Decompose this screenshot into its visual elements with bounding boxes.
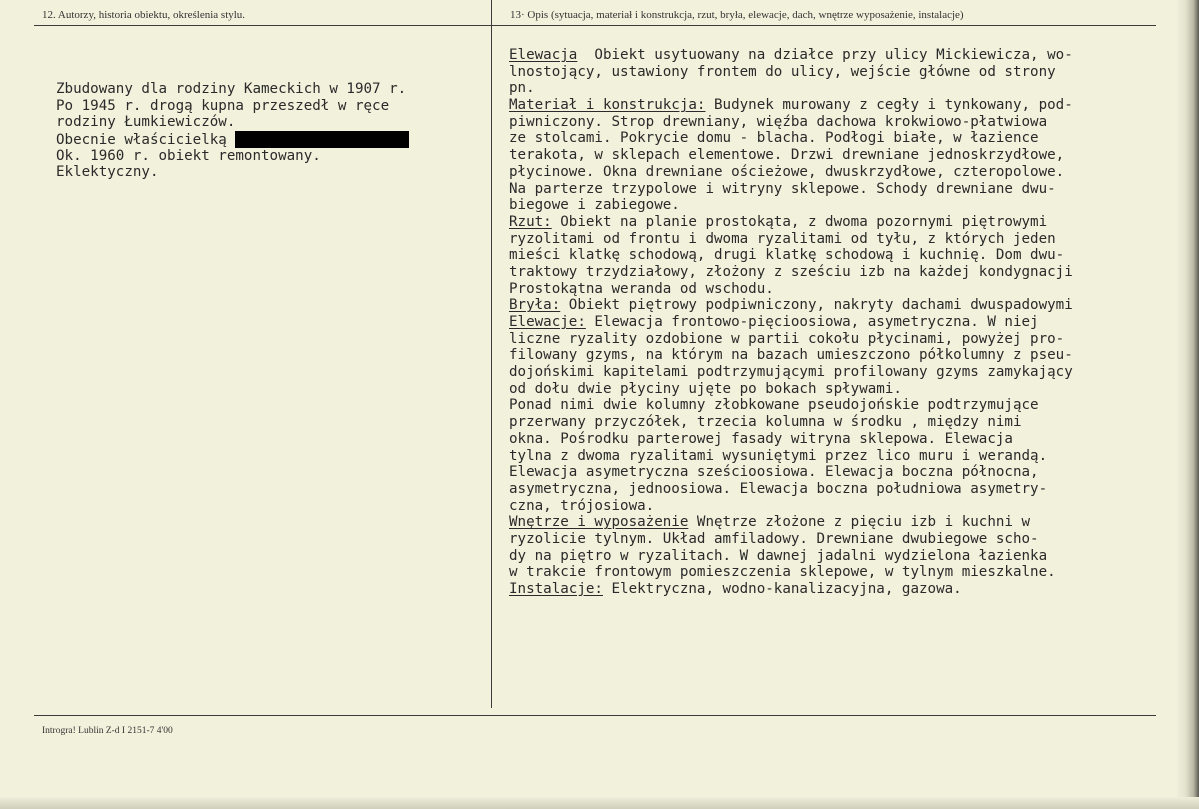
description-line xyxy=(509,481,1073,498)
description-text: czna, trójosiowa. xyxy=(509,497,655,514)
description-line xyxy=(509,414,1073,431)
description-text: Obiekt na planie prostokąta, z dwoma pozornymi piętrowymi xyxy=(551,213,1048,230)
description-line xyxy=(509,531,1073,548)
page-edge-shadow xyxy=(1177,0,1199,809)
description-text: filowany gzyms, na którym na bazach umieszczono półkolumny z pseu- xyxy=(509,347,1073,364)
section-12-label: 12. Autorzy, historia obiektu, określenia stylu. xyxy=(42,9,246,21)
printer-imprint: Introgra! Lublin Z-d I 2151-7 4'00 xyxy=(42,726,173,736)
description-line xyxy=(509,147,1073,164)
history-text-block xyxy=(56,81,409,181)
description-line xyxy=(509,331,1073,348)
description-line xyxy=(509,281,1073,298)
redaction-bar xyxy=(235,131,409,148)
description-line xyxy=(509,548,1073,565)
description-line xyxy=(509,498,1073,515)
description-text: dojońskimi kapitelami podtrzymującymi profilowany gzyms zamykający xyxy=(509,364,1073,381)
section-heading: Instalacje: xyxy=(509,581,603,597)
description-text: mieści klatkę schodową, drugi klatkę schodową i kuchnię. Dom dwu- xyxy=(509,247,1065,264)
description-line xyxy=(509,47,1073,64)
description-text: przerwany przyczółek, trzecia kolumna w środku , między nimi xyxy=(509,414,1022,431)
description-line xyxy=(509,297,1073,314)
description-text: ze stolcami. Pokrycie domu - blacha. Podłogi białe, w łazience xyxy=(509,130,1039,147)
description-text: w trakcie frontowym pomieszczenia sklepowe, w tylnym mieszkalne. xyxy=(509,564,1056,581)
description-text: lnostojący, ustawiony frontem do ulicy, wejście główne od strony xyxy=(509,63,1056,80)
header-rule xyxy=(34,25,1156,26)
description-text: asymetryczna, jednoosiowa. Elewacja boczna południowa asymetry- xyxy=(509,480,1048,497)
description-text: ryzolicie tylnym. Układ amfiladowy. Drewniane dwubiegowe scho- xyxy=(509,530,1039,547)
section-heading: Materiał i konstrukcja: xyxy=(509,97,706,114)
description-line xyxy=(509,448,1073,465)
description-text: Prostokątna weranda od wschodu. xyxy=(509,280,774,297)
description-line xyxy=(509,231,1073,248)
description-text: liczne ryzality ozdobione w partii cokołu płycinami, powyżej pro- xyxy=(509,330,1065,347)
description-text: Ponad nimi dwie kolumny złobkowane pseudojońskie podtrzymujące xyxy=(509,397,1039,414)
section-heading: Wnętrze i wyposażenie xyxy=(509,514,689,531)
description-line xyxy=(509,114,1073,131)
section-13-label: 13· Opis (sytuacja, materiał i konstrukcja, rzut, bryła, elewacje, dach, wnętrze wyposażenie, instalacje) xyxy=(510,9,964,21)
description-text-block xyxy=(509,47,1073,598)
description-line xyxy=(509,381,1073,398)
description-text: Obiekt piętrowy podpiwniczony, nakryty dachami dwuspadowymi xyxy=(560,297,1073,314)
description-line xyxy=(509,247,1073,264)
footer-rule xyxy=(34,715,1156,716)
section-heading: Elewacja xyxy=(509,47,578,63)
description-text: Obiekt usytuowany na działce przy ulicy Mickiewicza, wo- xyxy=(577,47,1073,63)
description-text: Wnętrze złożone z pięciu izb i kuchni w xyxy=(688,514,1031,531)
description-line xyxy=(509,214,1073,231)
description-text: dy na piętro w ryzalitach. W dawnej jadalni wydzielona łazienka xyxy=(509,547,1048,564)
description-line xyxy=(509,130,1073,147)
description-line xyxy=(509,347,1073,364)
column-divider xyxy=(491,0,492,708)
owner-line xyxy=(56,131,409,148)
description-text: Elektryczna, wodno-kanalizacyjna, gazowa. xyxy=(602,581,962,597)
description-text: od dołu dwie płyciny ujęte po bokach spływami. xyxy=(509,380,902,397)
description-text: piwniczony. Strop drewniany, więźba dachowa krokwiowo-płatwiowa xyxy=(509,113,1048,130)
description-line xyxy=(509,264,1073,281)
description-line xyxy=(509,431,1073,448)
section-heading: Elewacje: xyxy=(509,314,586,330)
description-line xyxy=(509,197,1073,214)
description-text: okna. Pośrodku parterowej fasady witryna sklepowa. Elewacja xyxy=(509,430,1013,447)
description-line xyxy=(509,164,1073,181)
history-line: Zbudowany dla rodziny Kameckich w 1907 r. xyxy=(56,81,407,97)
section-heading: Rzut: xyxy=(509,213,552,230)
history-line: rodziny Łumkiewiczów. xyxy=(56,114,236,131)
description-line xyxy=(509,364,1073,381)
description-text: biegowe i zabiegowe. xyxy=(509,197,680,214)
description-text: Elewacja frontowo-pięcioosiowa, asymetryczna. W niej xyxy=(585,314,1039,330)
description-text: pn. xyxy=(509,80,535,97)
description-text: tylna z dwoma ryzalitami wysuniętymi przez lico muru i werandą. xyxy=(509,447,1048,464)
description-line xyxy=(509,397,1073,414)
description-text: ryzolitami od frontu i dwoma ryzalitami od tyłu, z których jeden xyxy=(509,230,1056,247)
page-bottom-edge xyxy=(0,797,1199,809)
description-text: Na parterze trzypolowe i witryny sklepowe. Schody drewniane dwu- xyxy=(509,180,1056,197)
section-heading: Bryła: xyxy=(509,297,561,314)
description-line xyxy=(509,464,1073,481)
description-line xyxy=(509,80,1073,97)
description-text: płycinowe. Okna drewniane ościeżowe, dwuskrzydłowe, czteropolowe. xyxy=(509,163,1065,180)
owner-label: Obecnie właścicielką xyxy=(56,132,236,149)
style-line: Eklektyczny. xyxy=(56,164,159,181)
description-text: Elewacja asymetryczna sześcioosiowa. Elewacja boczna północna, xyxy=(509,464,1039,481)
description-line xyxy=(509,564,1073,581)
description-line xyxy=(509,64,1073,81)
description-line xyxy=(509,581,1073,598)
history-line: Po 1945 r. drogą kupna przeszedł w ręce xyxy=(56,97,390,114)
description-line xyxy=(509,514,1073,531)
description-line xyxy=(509,181,1073,198)
description-text: Budynek murowany z cegły i tynkowany, pod- xyxy=(705,97,1073,114)
history-line: Ok. 1960 r. obiekt remontowany. xyxy=(56,147,321,164)
description-text: traktowy trzydziałowy, złożony z sześciu izb na każdej kondygnacji xyxy=(509,263,1073,280)
description-line xyxy=(509,314,1073,331)
description-text: terakota, w sklepach elementowe. Drzwi drewniane jednoskrzydłowe, xyxy=(509,147,1065,164)
description-line xyxy=(509,97,1073,114)
